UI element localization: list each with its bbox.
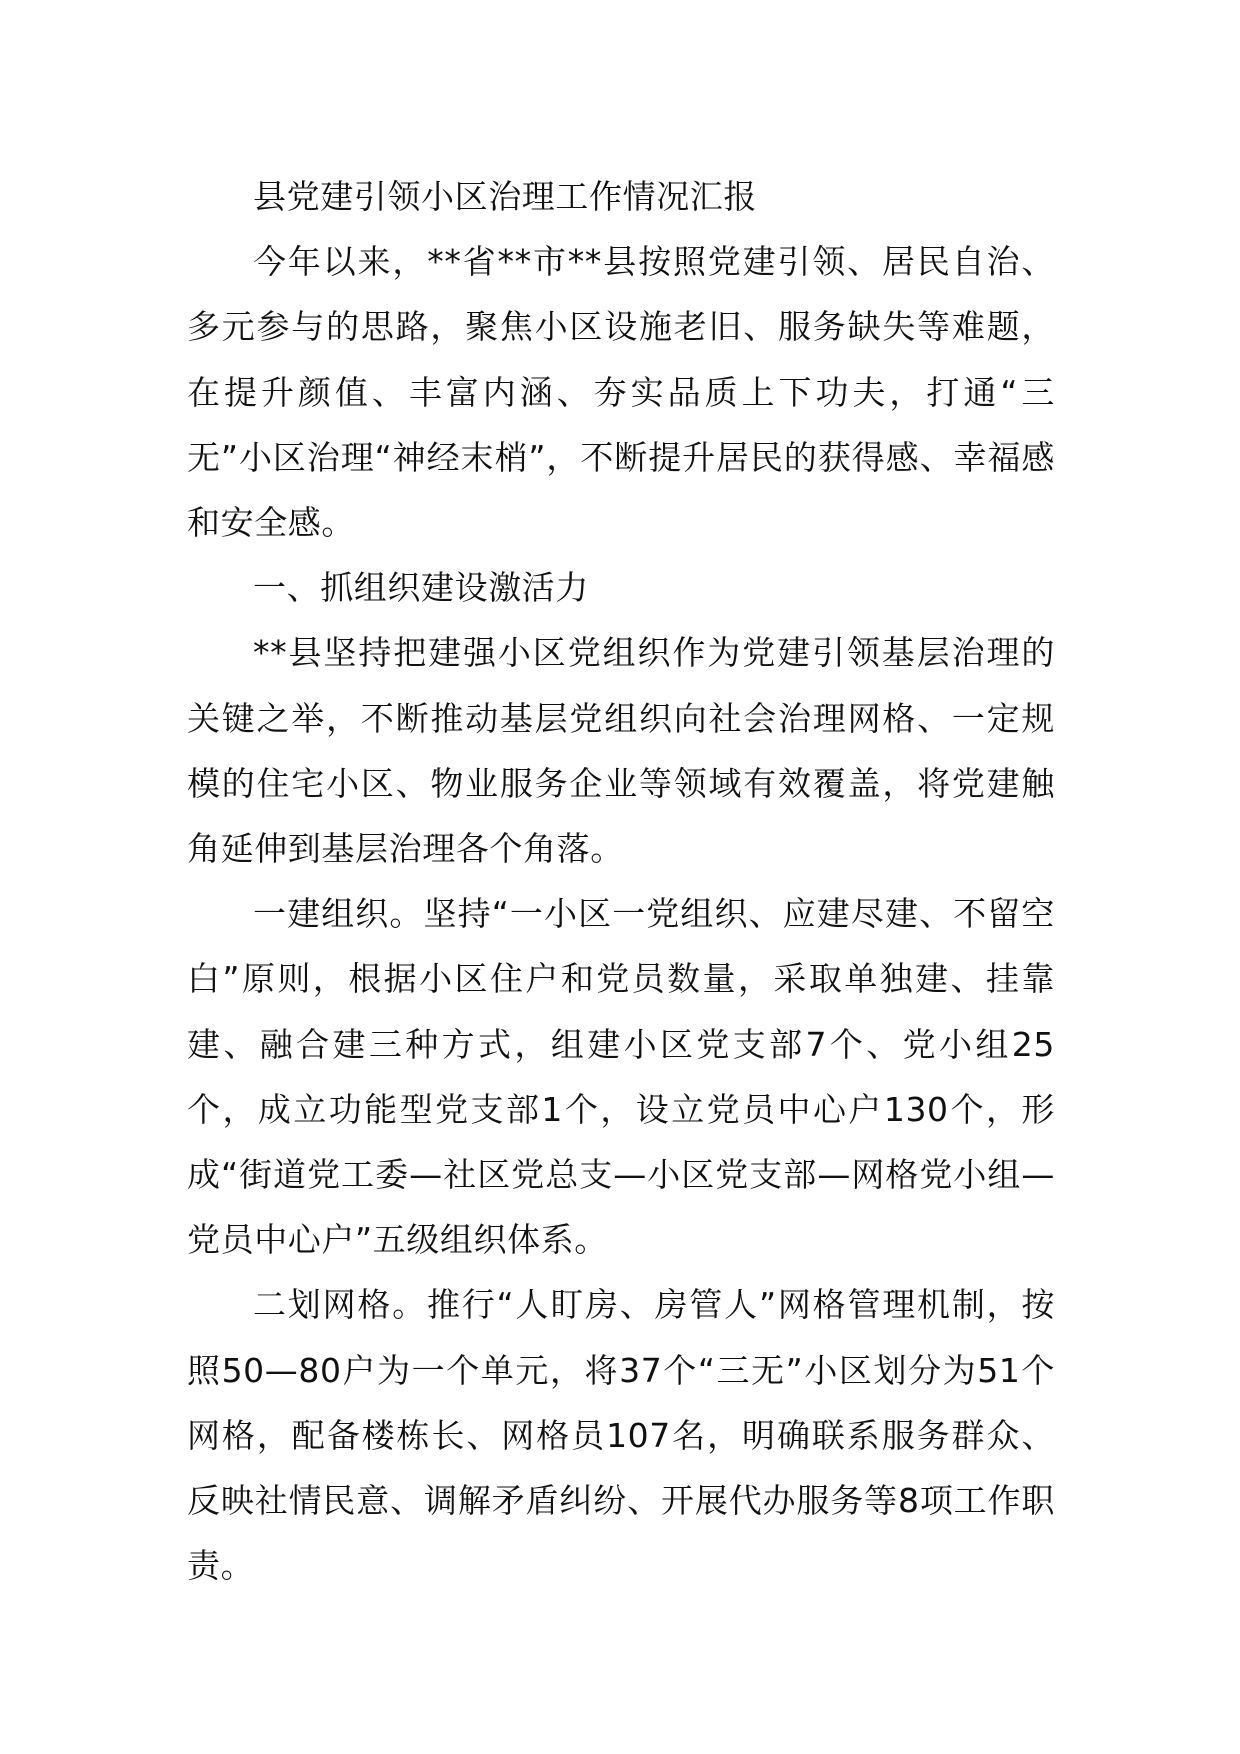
intro-paragraph: 今年以来，**省**市**县按照党建引领、居民自治、多元参与的思路，聚焦小区设施老旧、服务缺失等难题，在提升颜值、丰富内涵、夯实品质上下功夫，打通“三无”小区治理“神经末梢”，不断提升居民的获得感、幸福感和安全感。 xyxy=(187,242,1055,543)
point-1-paragraph: 一建组织。坚持“一小区一党组织、应建尽建、不留空白”原则，根据小区住户和党员数量，采取单独建、挂靠建、融合建三种方式，组建小区党支部7个、党小组25个，成立功能型党支部1个，设立党员中心户130个，形成“街道党工委—社区党总支—小区党支部—网格党小组—党员中心户”五级组织体系。 xyxy=(187,894,1055,1260)
point-2-paragraph: 二划网格。推行“人盯房、房管人”网格管理机制，按照50—80户为一个单元，将37个“三无”小区划分为51个网格，配备楼栋长、网格员107名，明确联系服务群众、反映社情民意、调解矛盾纠纷、开展代办服务等8项工作职责。 xyxy=(187,1285,1055,1586)
section-heading-1: 一、抓组织建设激活力 xyxy=(253,568,589,608)
section-1-paragraph: **县坚持把建强小区党组织作为党建引领基层治理的关键之举，不断推动基层党组织向社会治理网格、一定规模的住宅小区、物业服务企业等领域有效覆盖，将党建触角延伸到基层治理各个角落。 xyxy=(187,633,1055,869)
document-title: 县党建引领小区治理工作情况汇报 xyxy=(253,177,757,216)
document-body xyxy=(187,164,1055,1598)
